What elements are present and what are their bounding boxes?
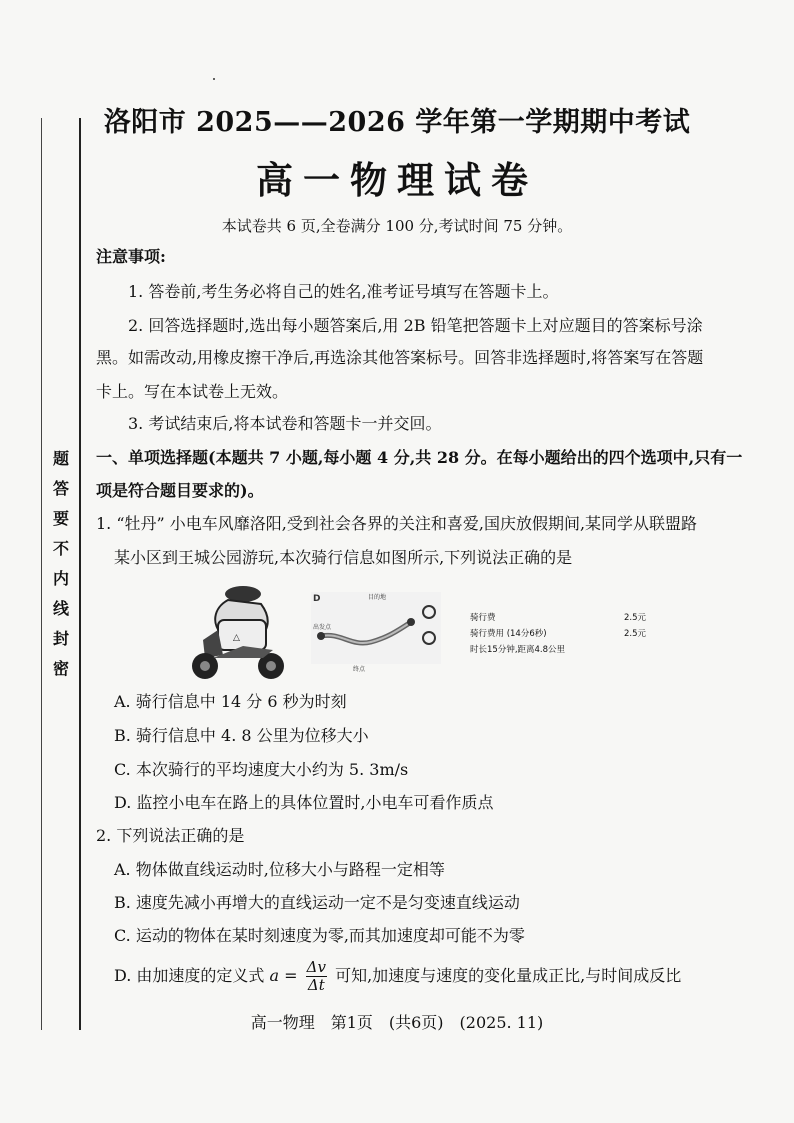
svg-text:△: △ (233, 633, 240, 643)
binding-char: 答 (52, 479, 69, 498)
binding-char: 不 (52, 539, 69, 558)
ride-info-value: 2.5元 (623, 613, 646, 623)
q1-option-b: B. 骑行信息中 4. 8 公里为位移大小 (114, 726, 369, 745)
q2-option-a: A. 物体做直线运动时,位移大小与路程一定相等 (114, 860, 445, 879)
scooter-image (183, 580, 293, 684)
ride-info-summary: 时长15分钟,距离4.8公里 (470, 645, 566, 655)
notes-heading: 注意事项: (96, 247, 166, 266)
q1-option-d: D. 监控小电车在路上的具体位置时,小电车可看作质点 (114, 793, 494, 812)
binding-notice (50, 444, 72, 684)
q2-option-d-suffix: 可知,加速度与速度的变化量成正比,与时间成反比 (335, 966, 682, 985)
binding-char: 封 (52, 629, 69, 648)
map-label-destination: 目的地 (368, 594, 387, 601)
note-1: 1. 答卷前,考生务必将自己的姓名,准考证号填写在答题卡上。 (128, 282, 559, 301)
scan-speck (213, 78, 215, 80)
section-1-heading-line-2: 项是符合题目要求的)。 (96, 481, 264, 500)
page-footer: 高一物理 第1页 (共6页) (2025. 11) (250, 1013, 544, 1032)
q1-option-c: C. 本次骑行的平均速度大小约为 5. 3m/s (114, 760, 409, 779)
formula-variable: a (269, 966, 280, 985)
q2-option-c: C. 运动的物体在某时刻速度为零,而其加速度却可能不为零 (114, 926, 525, 945)
formula-numerator: Δv (306, 958, 326, 976)
q2-option-d-prefix: D. 由加速度的定义式 (114, 966, 265, 985)
binding-char: 内 (52, 569, 69, 588)
map-label-top: D (313, 594, 321, 604)
formula-equals: = (284, 966, 298, 985)
exam-subject-title: 高一物理试卷 (256, 158, 538, 202)
note-2-line-1: 2. 回答选择题时,选出每小题答案后,用 2B 铅笔把答题卡上对应题目的答案标号涂 (128, 316, 703, 335)
note-3: 3. 考试结束后,将本试卷和答题卡一并交回。 (128, 414, 442, 433)
ride-info (470, 610, 660, 658)
exam-title: 洛阳市 2025——2026 学年第一学期期中考试 (103, 107, 691, 138)
section-1-heading-line-1: 一、单项选择题(本题共 7 小题,每小题 4 分,共 28 分。在每小题给出的四个选项中,只有一 (96, 448, 743, 467)
ride-info-row (470, 626, 660, 642)
ride-info-row (470, 610, 660, 626)
map-label-end: 终点 (353, 666, 366, 673)
map-label-start: 出发点 (313, 624, 332, 631)
exam-meta: 本试卷共 6 页,全卷满分 100 分,考试时间 75 分钟。 (221, 217, 573, 235)
binding-char: 线 (52, 599, 69, 618)
ride-info-label: 骑行费 (470, 613, 496, 623)
note-2-line-2: 黑。如需改动,用橡皮擦干净后,再选涂其他答案标号。回答非选择题时,将答案写在答题 (96, 348, 704, 367)
q2-stem: 2. 下列说法正确的是 (96, 826, 245, 845)
q2-option-d (114, 957, 681, 995)
formula-denominator: Δt (307, 976, 325, 994)
q1-stem-line-2: 某小区到王城公园游玩,本次骑行信息如图所示,下列说法正确的是 (114, 548, 573, 567)
note-2-line-3: 卡上。写在本试卷上无效。 (96, 382, 289, 401)
ride-info-label: 骑行费用 (14分6秒) (470, 629, 547, 639)
ride-info-value: 2.5元 (623, 629, 646, 639)
q2-option-b: B. 速度先减小再增大的直线运动一定不是匀变速直线运动 (114, 893, 520, 912)
binding-char: 要 (52, 509, 69, 528)
binding-char: 题 (52, 449, 69, 468)
q1-option-a: A. 骑行信息中 14 分 6 秒为时刻 (114, 692, 347, 711)
binding-char: 密 (52, 659, 69, 678)
q1-stem-line-1: 1. “牡丹” 小电车风靡洛阳,受到社会各界的关注和喜爱,国庆放假期间,某同学从联盟路 (96, 514, 698, 533)
binding-seal-line (79, 118, 81, 1030)
q1-figure (183, 580, 663, 684)
binding-margin-line (41, 118, 42, 1030)
acceleration-formula (306, 959, 327, 994)
